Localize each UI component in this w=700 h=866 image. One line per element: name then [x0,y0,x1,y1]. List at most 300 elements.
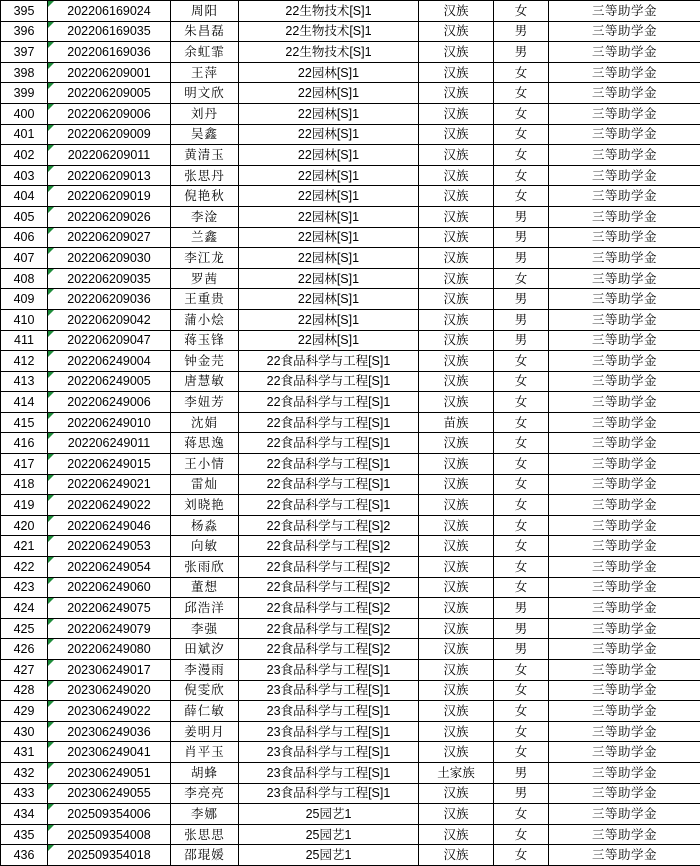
cell-ethnicity: 汉族 [419,433,494,454]
cell-name: 钟金芫 [171,351,239,372]
cell-index: 424 [1,598,48,619]
cell-award: 三等助学金 [549,721,700,742]
cell-gender: 女 [494,804,549,825]
cell-index: 432 [1,762,48,783]
cell-gender: 女 [494,680,549,701]
cell-award: 三等助学金 [549,783,700,804]
cell-award: 三等助学金 [549,557,700,578]
cell-name: 唐慧敏 [171,371,239,392]
cell-index: 396 [1,21,48,42]
cell-award: 三等助学金 [549,330,700,351]
cell-student-id: 202206209006 [48,103,171,124]
cell-class: 23食品科学与工程[S]1 [239,742,419,763]
cell-student-id: 202206249010 [48,412,171,433]
table-row [1,454,700,475]
cell-gender: 女 [494,845,549,866]
cell-index: 426 [1,639,48,660]
table-row [1,495,700,516]
cell-award: 三等助学金 [549,371,700,392]
cell-gender: 男 [494,227,549,248]
cell-gender: 女 [494,83,549,104]
cell-gender: 女 [494,515,549,536]
green-marker-icon [48,763,54,769]
cell-award: 三等助学金 [549,639,700,660]
cell-student-id: 202206209019 [48,186,171,207]
cell-name: 李强 [171,618,239,639]
cell-gender: 女 [494,145,549,166]
cell-award: 三等助学金 [549,804,700,825]
cell-gender: 男 [494,42,549,63]
cell-index: 411 [1,330,48,351]
cell-award: 三等助学金 [549,515,700,536]
green-marker-icon [48,269,54,275]
cell-student-id: 202206169024 [48,1,171,22]
table-row [1,433,700,454]
cell-ethnicity: 汉族 [419,42,494,63]
green-marker-icon [48,557,54,563]
cell-index: 433 [1,783,48,804]
cell-ethnicity: 汉族 [419,845,494,866]
table-row [1,42,700,63]
cell-gender: 女 [494,742,549,763]
green-marker-icon [48,804,54,810]
cell-index: 407 [1,248,48,269]
green-marker-icon [48,1,54,7]
cell-award: 三等助学金 [549,42,700,63]
green-marker-icon [48,639,54,645]
cell-class: 22食品科学与工程[S]2 [239,618,419,639]
cell-student-id: 202306249022 [48,701,171,722]
cell-name: 朱昌磊 [171,21,239,42]
cell-class: 23食品科学与工程[S]1 [239,680,419,701]
cell-student-id: 202206249046 [48,515,171,536]
cell-class: 22园林[S]1 [239,309,419,330]
cell-award: 三等助学金 [549,536,700,557]
cell-name: 蒋思逸 [171,433,239,454]
cell-student-id: 202306249055 [48,783,171,804]
cell-ethnicity: 汉族 [419,206,494,227]
cell-index: 415 [1,412,48,433]
cell-ethnicity: 汉族 [419,495,494,516]
cell-index: 431 [1,742,48,763]
table-row [1,309,700,330]
cell-student-id: 202509354008 [48,824,171,845]
cell-student-id: 202206209047 [48,330,171,351]
table-row [1,783,700,804]
cell-class: 22园林[S]1 [239,206,419,227]
cell-gender: 男 [494,289,549,310]
cell-award: 三等助学金 [549,454,700,475]
green-marker-icon [48,228,54,234]
cell-award: 三等助学金 [549,701,700,722]
cell-class: 22园林[S]1 [239,248,419,269]
cell-ethnicity: 汉族 [419,371,494,392]
cell-class: 22园林[S]1 [239,268,419,289]
cell-name: 沈娟 [171,412,239,433]
cell-index: 423 [1,577,48,598]
cell-award: 三等助学金 [549,680,700,701]
cell-ethnicity: 汉族 [419,783,494,804]
cell-name: 吴鑫 [171,124,239,145]
cell-name: 杨淼 [171,515,239,536]
cell-index: 429 [1,701,48,722]
cell-name: 张雨欣 [171,557,239,578]
cell-gender: 男 [494,21,549,42]
cell-award: 三等助学金 [549,474,700,495]
cell-award: 三等助学金 [549,124,700,145]
cell-name: 李娜 [171,804,239,825]
cell-award: 三等助学金 [549,309,700,330]
cell-index: 425 [1,618,48,639]
cell-index: 397 [1,42,48,63]
cell-award: 三等助学金 [549,660,700,681]
cell-index: 413 [1,371,48,392]
green-marker-icon [48,351,54,357]
cell-ethnicity: 汉族 [419,742,494,763]
green-marker-icon [48,83,54,89]
cell-student-id: 202206169035 [48,21,171,42]
cell-name: 罗茜 [171,268,239,289]
cell-gender: 女 [494,351,549,372]
cell-student-id: 202509354006 [48,804,171,825]
table-row [1,103,700,124]
cell-student-id: 202206209005 [48,83,171,104]
cell-class: 23食品科学与工程[S]1 [239,660,419,681]
cell-student-id: 202206209009 [48,124,171,145]
cell-class: 22园林[S]1 [239,62,419,83]
table-row [1,618,700,639]
table-row [1,330,700,351]
table-row [1,536,700,557]
cell-index: 409 [1,289,48,310]
cell-student-id: 202206249075 [48,598,171,619]
green-marker-icon [48,516,54,522]
cell-gender: 男 [494,330,549,351]
cell-student-id: 202206249006 [48,392,171,413]
cell-class: 25园艺1 [239,824,419,845]
table-row [1,124,700,145]
table-row [1,557,700,578]
cell-name: 倪雯欣 [171,680,239,701]
cell-award: 三等助学金 [549,165,700,186]
cell-index: 398 [1,62,48,83]
cell-gender: 女 [494,392,549,413]
green-marker-icon [48,845,54,851]
green-marker-icon [48,63,54,69]
green-marker-icon [48,742,54,748]
cell-ethnicity: 汉族 [419,701,494,722]
cell-award: 三等助学金 [549,598,700,619]
cell-gender: 男 [494,248,549,269]
cell-student-id: 202306249041 [48,742,171,763]
green-marker-icon [48,248,54,254]
cell-ethnicity: 汉族 [419,186,494,207]
green-marker-icon [48,22,54,28]
cell-ethnicity: 汉族 [419,454,494,475]
cell-award: 三等助学金 [549,186,700,207]
green-marker-icon [48,42,54,48]
cell-index: 419 [1,495,48,516]
table-row [1,227,700,248]
cell-class: 22园林[S]1 [239,165,419,186]
cell-ethnicity: 汉族 [419,536,494,557]
cell-ethnicity: 土家族 [419,762,494,783]
cell-name: 薛仁敏 [171,701,239,722]
cell-ethnicity: 汉族 [419,289,494,310]
cell-class: 22食品科学与工程[S]2 [239,639,419,660]
green-marker-icon [48,784,54,790]
cell-name: 蒲小烩 [171,309,239,330]
cell-gender: 女 [494,495,549,516]
cell-ethnicity: 汉族 [419,165,494,186]
cell-award: 三等助学金 [549,577,700,598]
cell-student-id: 202206249022 [48,495,171,516]
green-marker-icon [48,433,54,439]
cell-gender: 女 [494,824,549,845]
cell-name: 蒋玉锋 [171,330,239,351]
green-marker-icon [48,125,54,131]
green-marker-icon [48,825,54,831]
cell-name: 张思丹 [171,165,239,186]
cell-award: 三等助学金 [549,618,700,639]
cell-class: 22园林[S]1 [239,83,419,104]
cell-name: 李漫雨 [171,660,239,681]
cell-award: 三等助学金 [549,351,700,372]
cell-student-id: 202206209011 [48,145,171,166]
green-marker-icon [48,145,54,151]
cell-ethnicity: 汉族 [419,330,494,351]
cell-ethnicity: 汉族 [419,680,494,701]
cell-index: 435 [1,824,48,845]
cell-student-id: 202206209027 [48,227,171,248]
green-marker-icon [48,166,54,172]
table-row [1,186,700,207]
table-row [1,62,700,83]
cell-name: 王小情 [171,454,239,475]
cell-index: 421 [1,536,48,557]
cell-class: 22食品科学与工程[S]2 [239,557,419,578]
table-row [1,474,700,495]
green-marker-icon [48,207,54,213]
cell-ethnicity: 汉族 [419,721,494,742]
cell-gender: 男 [494,206,549,227]
cell-index: 417 [1,454,48,475]
green-marker-icon [48,598,54,604]
cell-gender: 女 [494,165,549,186]
table-row [1,165,700,186]
cell-class: 23食品科学与工程[S]1 [239,701,419,722]
cell-student-id: 202206249005 [48,371,171,392]
cell-index: 403 [1,165,48,186]
cell-ethnicity: 汉族 [419,474,494,495]
cell-index: 430 [1,721,48,742]
green-marker-icon [48,413,54,419]
cell-gender: 女 [494,660,549,681]
cell-gender: 女 [494,371,549,392]
green-marker-icon [48,289,54,295]
cell-award: 三等助学金 [549,248,700,269]
cell-ethnicity: 汉族 [419,124,494,145]
cell-award: 三等助学金 [549,227,700,248]
green-marker-icon [48,701,54,707]
cell-index: 420 [1,515,48,536]
cell-class: 22园林[S]1 [239,330,419,351]
cell-student-id: 202206209001 [48,62,171,83]
cell-class: 22食品科学与工程[S]1 [239,433,419,454]
cell-ethnicity: 汉族 [419,577,494,598]
cell-class: 22食品科学与工程[S]1 [239,371,419,392]
cell-student-id: 202206249053 [48,536,171,557]
table-row [1,145,700,166]
cell-name: 余虹霏 [171,42,239,63]
cell-index: 395 [1,1,48,22]
cell-name: 王重贵 [171,289,239,310]
green-marker-icon [48,186,54,192]
cell-name: 姜明月 [171,721,239,742]
table-row [1,762,700,783]
cell-gender: 女 [494,474,549,495]
green-marker-icon [48,104,54,110]
cell-class: 22生物技术[S]1 [239,1,419,22]
cell-name: 邱浩洋 [171,598,239,619]
cell-award: 三等助学金 [549,392,700,413]
cell-class: 22生物技术[S]1 [239,42,419,63]
cell-class: 22食品科学与工程[S]1 [239,392,419,413]
table-row [1,515,700,536]
cell-ethnicity: 汉族 [419,227,494,248]
cell-name: 田斌汐 [171,639,239,660]
cell-class: 22生物技术[S]1 [239,21,419,42]
table-row [1,21,700,42]
cell-index: 436 [1,845,48,866]
cell-award: 三等助学金 [549,206,700,227]
cell-award: 三等助学金 [549,845,700,866]
cell-index: 405 [1,206,48,227]
cell-index: 428 [1,680,48,701]
cell-ethnicity: 汉族 [419,62,494,83]
cell-index: 414 [1,392,48,413]
cell-student-id: 202206209030 [48,248,171,269]
cell-gender: 男 [494,783,549,804]
cell-name: 董想 [171,577,239,598]
cell-student-id: 202306249020 [48,680,171,701]
table-row [1,742,700,763]
cell-award: 三等助学金 [549,433,700,454]
cell-student-id: 202206249011 [48,433,171,454]
cell-name: 李江龙 [171,248,239,269]
table-row [1,248,700,269]
table-row [1,598,700,619]
cell-award: 三等助学金 [549,412,700,433]
cell-award: 三等助学金 [549,1,700,22]
cell-class: 22园林[S]1 [239,186,419,207]
green-marker-icon [48,392,54,398]
cell-name: 李淦 [171,206,239,227]
cell-class: 23食品科学与工程[S]1 [239,783,419,804]
table-row [1,721,700,742]
cell-student-id: 202206249004 [48,351,171,372]
cell-ethnicity: 汉族 [419,392,494,413]
cell-student-id: 202509354018 [48,845,171,866]
cell-index: 400 [1,103,48,124]
cell-gender: 女 [494,433,549,454]
cell-name: 刘丹 [171,103,239,124]
cell-class: 25园艺1 [239,804,419,825]
cell-ethnicity: 苗族 [419,412,494,433]
cell-ethnicity: 汉族 [419,309,494,330]
cell-gender: 女 [494,701,549,722]
green-marker-icon [48,454,54,460]
cell-student-id: 202206249021 [48,474,171,495]
cell-index: 410 [1,309,48,330]
cell-gender: 男 [494,762,549,783]
cell-award: 三等助学金 [549,145,700,166]
cell-class: 22食品科学与工程[S]1 [239,474,419,495]
cell-gender: 男 [494,639,549,660]
cell-class: 22园林[S]1 [239,289,419,310]
cell-name: 黄清玉 [171,145,239,166]
cell-gender: 女 [494,577,549,598]
cell-ethnicity: 汉族 [419,103,494,124]
cell-student-id: 202206209035 [48,268,171,289]
cell-gender: 男 [494,598,549,619]
cell-class: 25园艺1 [239,845,419,866]
table-row [1,412,700,433]
cell-class: 22食品科学与工程[S]1 [239,495,419,516]
cell-name: 周阳 [171,1,239,22]
cell-class: 22园林[S]1 [239,227,419,248]
cell-name: 明文欣 [171,83,239,104]
cell-ethnicity: 汉族 [419,804,494,825]
cell-student-id: 202206169036 [48,42,171,63]
cell-name: 邵琨媛 [171,845,239,866]
green-marker-icon [48,681,54,687]
cell-gender: 女 [494,536,549,557]
green-marker-icon [48,578,54,584]
table-row [1,577,700,598]
cell-ethnicity: 汉族 [419,83,494,104]
cell-index: 427 [1,660,48,681]
cell-index: 408 [1,268,48,289]
cell-ethnicity: 汉族 [419,21,494,42]
cell-index: 412 [1,351,48,372]
cell-student-id: 202306249051 [48,762,171,783]
green-marker-icon [48,475,54,481]
cell-class: 22食品科学与工程[S]2 [239,598,419,619]
cell-student-id: 202306249017 [48,660,171,681]
table-row [1,371,700,392]
cell-student-id: 202206209042 [48,309,171,330]
cell-award: 三等助学金 [549,21,700,42]
table-row [1,289,700,310]
cell-student-id: 202206209026 [48,206,171,227]
cell-name: 胡蜂 [171,762,239,783]
cell-gender: 女 [494,721,549,742]
cell-student-id: 202206249080 [48,639,171,660]
green-marker-icon [48,722,54,728]
cell-name: 李妞芳 [171,392,239,413]
cell-class: 22园林[S]1 [239,124,419,145]
cell-gender: 女 [494,412,549,433]
cell-award: 三等助学金 [549,62,700,83]
cell-ethnicity: 汉族 [419,598,494,619]
cell-index: 422 [1,557,48,578]
cell-award: 三等助学金 [549,762,700,783]
cell-ethnicity: 汉族 [419,557,494,578]
cell-class: 22食品科学与工程[S]1 [239,351,419,372]
cell-class: 22园林[S]1 [239,145,419,166]
cell-gender: 女 [494,124,549,145]
